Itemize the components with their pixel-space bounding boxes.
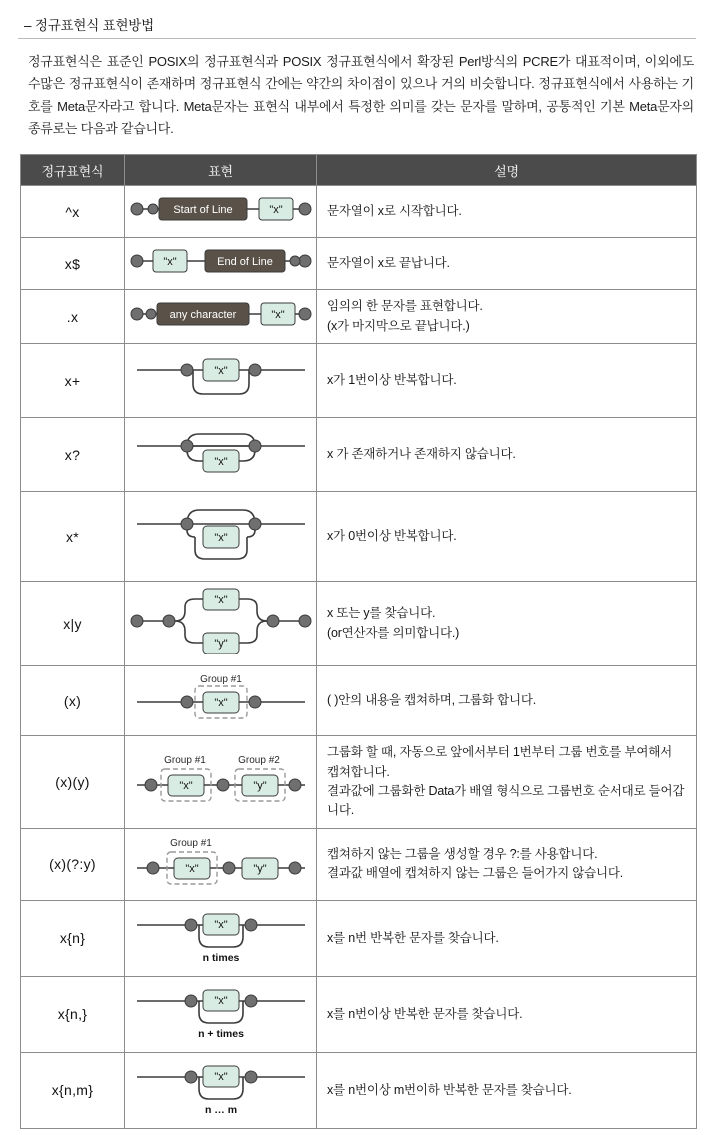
description-line: 임의의 한 문자를 표현합니다. [327,299,483,314]
description-cell [317,582,697,666]
diagram-cell [125,736,317,829]
railroad-alternation-x-y [129,588,313,654]
description-line: 결과값에 그룹화한 Data가 배열 형식으로 그룹번호 순서대로 들어갑니다. [327,783,685,818]
node-label: "x" [269,204,283,217]
title-divider [18,38,696,39]
railroad-repeat-n-to-m [129,1059,313,1117]
repeat-count-label: n … m [204,1103,238,1116]
diagram-cell [125,290,317,344]
repeat-count-label: n + times [198,1027,244,1040]
table-row [21,828,697,900]
node-label: "x" [214,456,228,469]
description-cell [317,344,697,418]
node-label: "x" [214,994,228,1007]
table-row [21,1052,697,1128]
diagram-cell [125,582,317,666]
description-cell [317,900,697,976]
column-header-pattern: 정규표현식 [21,155,125,186]
table-row [21,976,697,1052]
node-label: "x" [214,697,228,710]
diagram-cell [125,900,317,976]
group-label: Group #2 [238,755,280,767]
description-cell [317,290,697,344]
pattern-cell: x|y [21,582,125,666]
railroad-group-x [129,672,313,724]
node-label: "y" [214,638,228,651]
table-row [21,238,697,290]
column-header-description: 설명 [317,155,697,186]
description-cell [317,492,697,582]
table-row [21,492,697,582]
diagram-cell [125,492,317,582]
description-line: 캡쳐하지 않는 그룹을 생성할 경우 ?:를 사용합니다. [327,846,598,861]
diagram-cell [125,418,317,492]
description-cell [317,238,697,290]
group-label: Group #1 [200,674,242,686]
description-line: (x가 마지막으로 끝납니다.) [327,318,470,333]
pattern-cell: x+ [21,344,125,418]
description-line: 문자열이 x로 시작합니다. [327,204,462,219]
description-line: 결과값 배열에 캡쳐하지 않는 그룹은 들어가지 않습니다. [327,866,624,881]
diagram-cell [125,666,317,736]
pattern-cell: .x [21,290,125,344]
pattern-cell: x{n} [21,900,125,976]
table-row [21,344,697,418]
diagram-cell [125,1052,317,1128]
node-label: "x" [214,532,228,545]
railroad-start-of-line-x [129,192,313,226]
description-line: x를 n번 반복한 문자를 찾습니다. [327,930,499,945]
description-line: 문자열이 x로 끝납니다. [327,256,450,271]
pattern-cell: x? [21,418,125,492]
description-cell [317,976,697,1052]
node-label: Start of Line [173,204,233,217]
description-cell [317,666,697,736]
railroad-any-character-x [129,297,313,331]
diagram-cell [125,186,317,238]
node-label: any character [169,309,237,322]
diagram-cell [125,976,317,1052]
repeat-count-label: n times [202,951,240,964]
description-line: x가 0번이상 반복합니다. [327,529,457,543]
railroad-optional-x [129,424,313,480]
node-label: "x" [214,1070,228,1083]
description-line: 그룹화 할 때, 자동으로 앞에서부터 1번부터 그룹 번호를 부여해서 캡쳐합니다. [327,745,672,779]
node-label: "x" [163,256,177,269]
intro-paragraph: 정규표현식은 표준인 POSIX의 정규표현식과 POSIX 정규표현식에서 확장된 Perl방식의 PCRE가 대표적이며, 이외에도 수많은 정규표현식이 존재하며 정규표현식 간에는 약간의 차이점이 있으나 거의 비슷합니다. 정규표현식에서 사용하는 기호를 Meta문자라고 합니다. Meta문자는 표현식 내부에서 특정한 의미를 갖는 문자를 말하며, 공통적인 기본 Meta문자의 종류로는 다음과 같습니다. [28,54,694,137]
diagram-cell [125,828,317,900]
table-row [21,582,697,666]
description-line: x가 1번이상 반복합니다. [327,373,457,387]
group-label: Group #1 [164,755,206,767]
table-row [21,418,697,492]
node-label: "y" [253,862,267,875]
railroad-repeat-n-times [129,907,313,965]
description-cell [317,186,697,238]
railroad-one-or-more-x [129,350,313,406]
railroad-zero-or-more-x [129,498,313,570]
table-row [21,666,697,736]
table-row [21,186,697,238]
description-line: x 가 존재하거나 존재하지 않습니다. [327,447,516,461]
diagram-cell [125,344,317,418]
node-label: "x" [214,918,228,931]
description-cell [317,736,697,829]
node-label: "x" [271,309,285,322]
pattern-cell: x$ [21,238,125,290]
railroad-group-x-group-y [129,752,313,806]
railroad-x-end-of-line [129,244,313,278]
node-label: End of Line [217,256,273,269]
description-cell [317,828,697,900]
column-header-diagram: 표현 [125,155,317,186]
node-label: "x" [185,862,199,875]
table-header-row [21,155,697,186]
node-label: "x" [214,594,228,607]
description-line: x를 n번이상 반복한 문자를 찾습니다. [327,1006,523,1021]
pattern-cell: (x)(?:y) [21,828,125,900]
description-line: x를 n번이상 m번이하 반복한 문자를 찾습니다. [327,1082,572,1097]
description-cell [317,1052,697,1128]
pattern-cell: (x)(y) [21,736,125,829]
railroad-repeat-n-or-more [129,983,313,1041]
pattern-cell: x{n,m} [21,1052,125,1128]
pattern-cell: (x) [21,666,125,736]
table-row [21,290,697,344]
table-row [21,900,697,976]
node-label: "x" [179,780,193,793]
regex-reference-table [20,154,697,1128]
railroad-group-x-noncapture-y [129,835,313,889]
table-row [21,736,697,829]
description-line: (or연산자를 의미합니다.) [327,625,460,640]
pattern-cell: x* [21,492,125,582]
diagram-cell [125,238,317,290]
page-title: – 정규표현식 표현방법 [24,18,154,33]
group-label: Group #1 [170,837,212,849]
description-line: ( )안의 내용을 캡쳐하며, 그룹화 합니다. [327,693,536,707]
description-line: x 또는 y를 찾습니다. [327,606,436,621]
node-label: "x" [214,365,228,378]
description-cell [317,418,697,492]
pattern-cell: ^x [21,186,125,238]
node-label: "y" [253,780,267,793]
pattern-cell: x{n,} [21,976,125,1052]
